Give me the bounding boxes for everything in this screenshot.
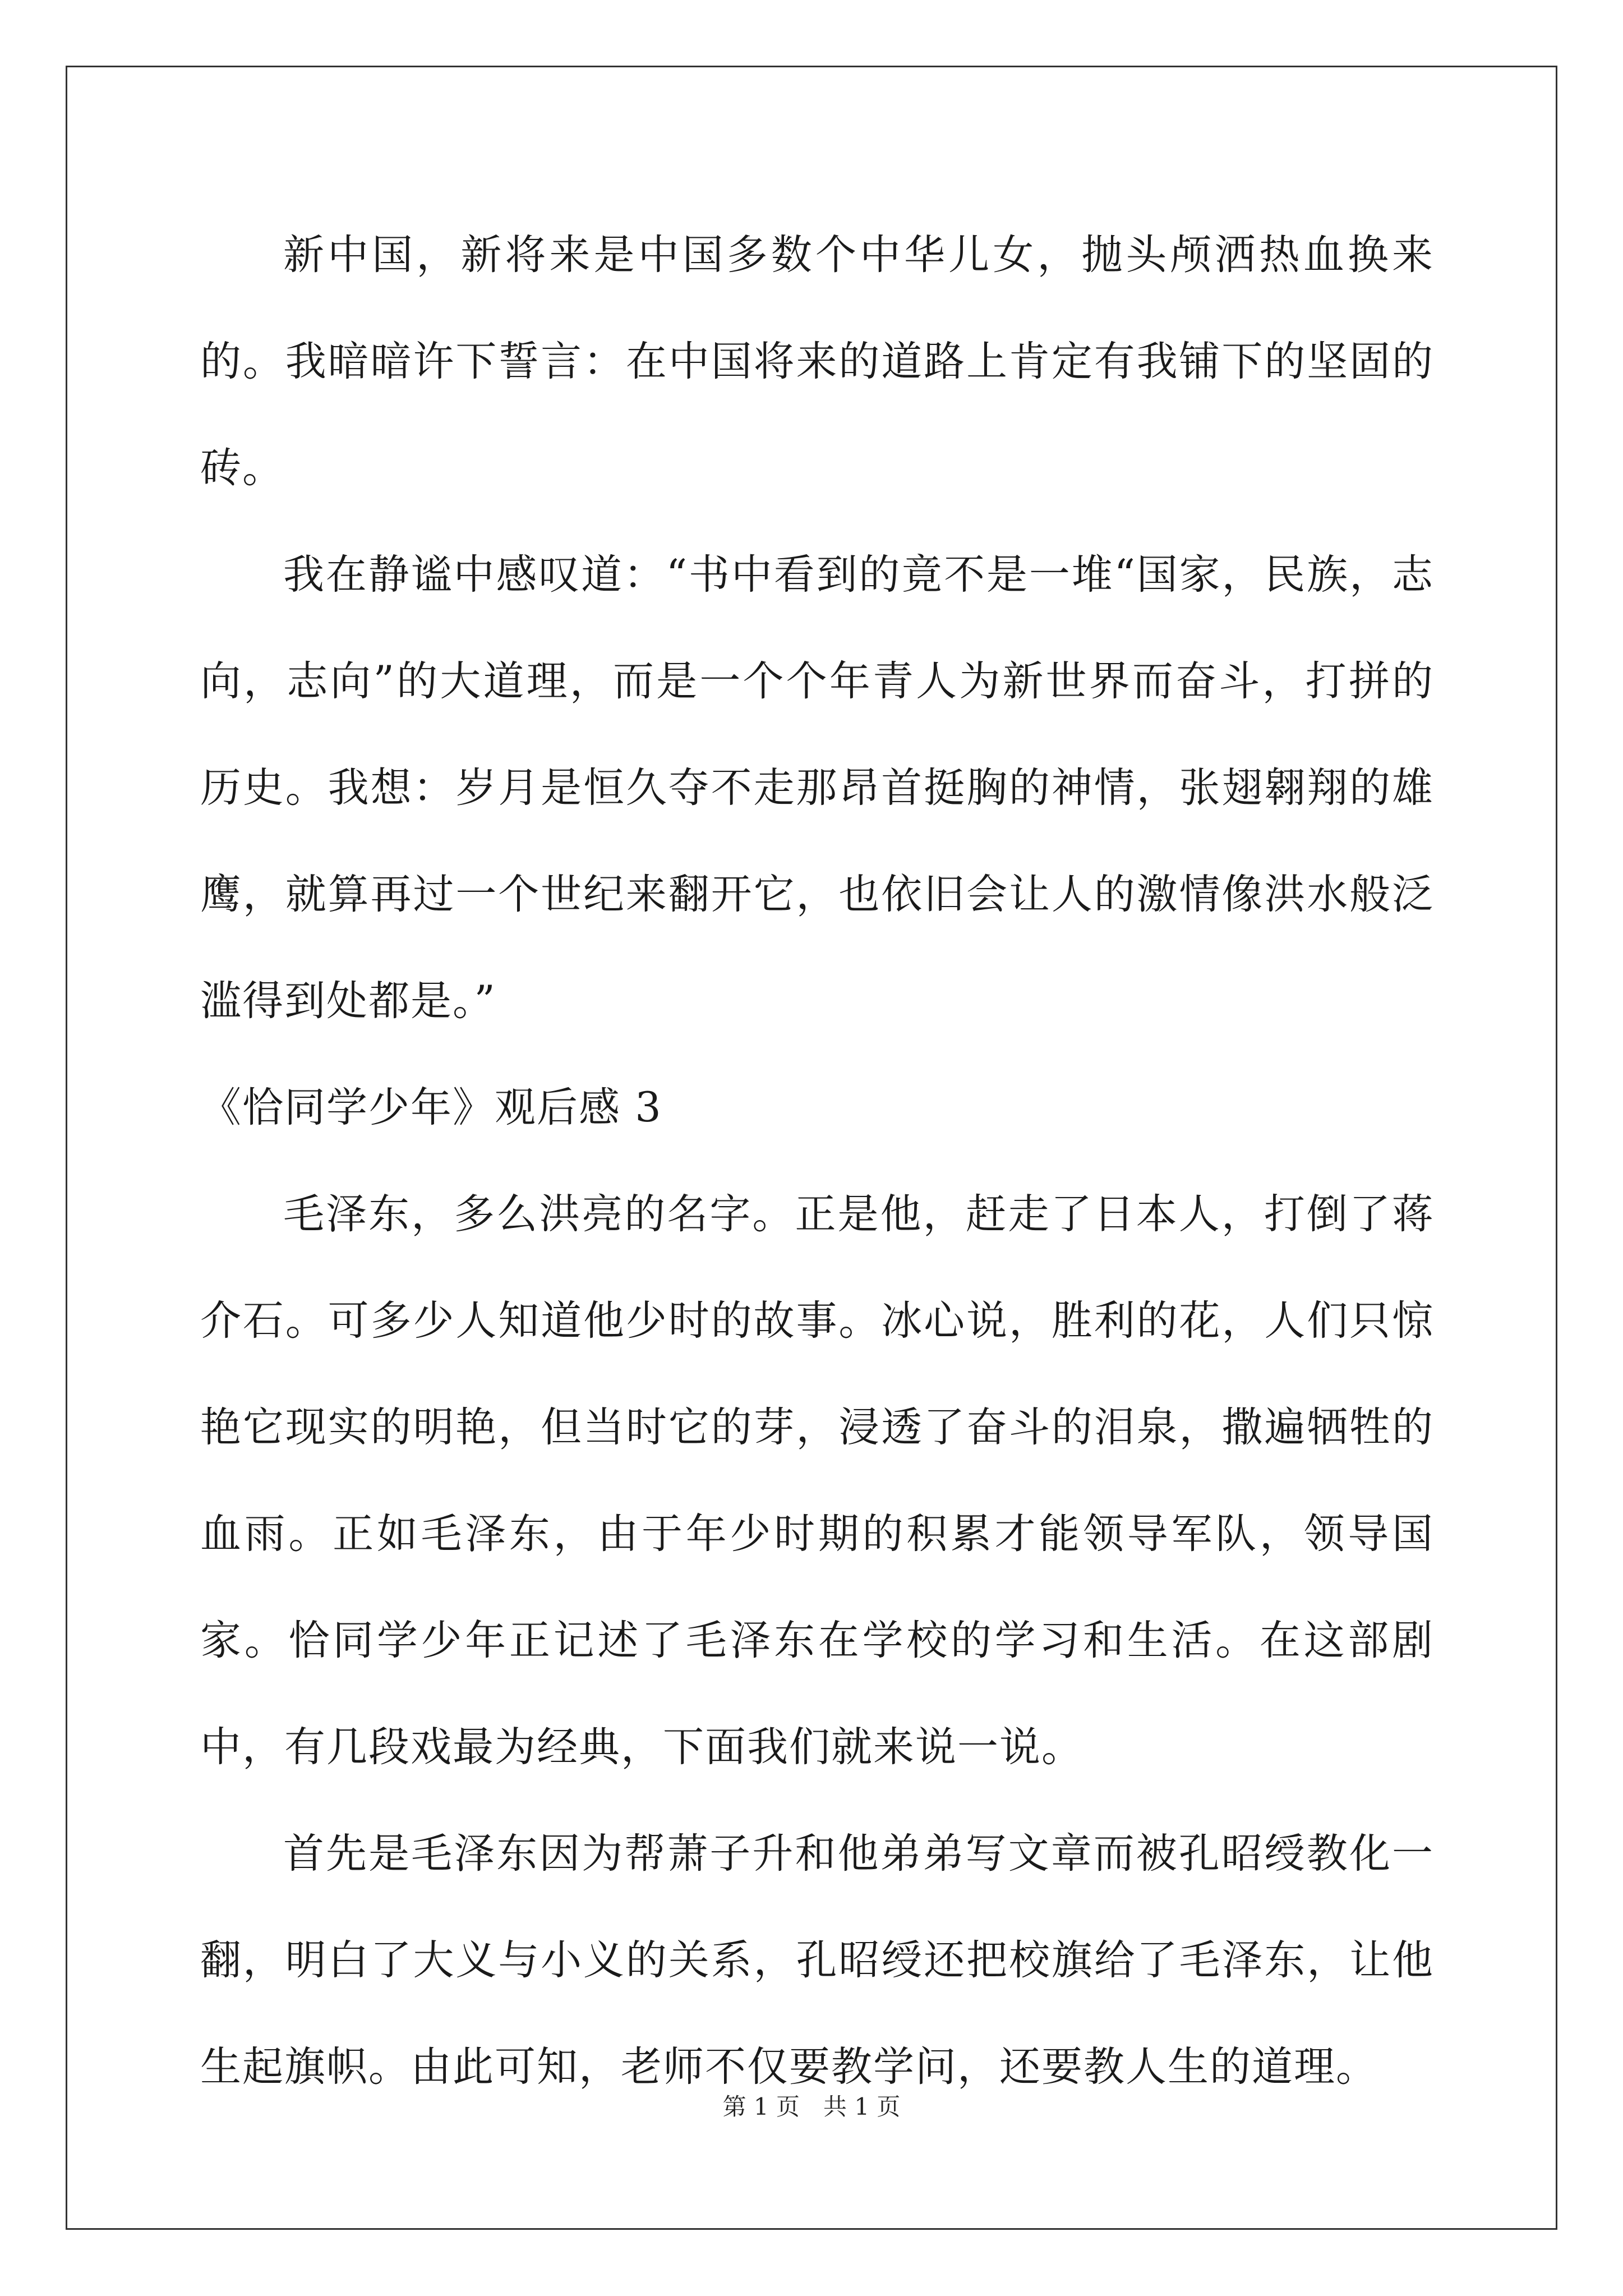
- page-footer: 第 1 页 共 1 页: [722, 2093, 901, 2120]
- section-heading: 《恰同学少年》观后感 3: [200, 1084, 662, 1131]
- paragraph-2: 我在静谧中感叹道：“书中看到的竟不是一堆“国家，民族，志向，志向”的大道理，而是一个个年青人为新世界而奋斗，打拼的历史。我想：岁月是恒久夺不走那昂首挺胸的神情，张翅翱翔的雄鹰，就算再过一个世纪来翻开它，也依旧会让人的激情像洪水般泛滥得到处都是。”: [200, 551, 1434, 1025]
- paragraph-4: 首先是毛泽东因为帮萧子升和他弟弟写文章而被孔昭绶教化一翻，明白了大义与小义的关系，孔昭绶还把校旗给了毛泽东，让他生起旗帜。由此可知，老师不仅要教学问，还要教人生的道理。: [200, 1830, 1434, 2091]
- paragraph-1: 新中国，新将来是中国多数个中华儿女，抛头颅洒热血换来的。我暗暗许下誓言：在中国将来的道路上肯定有我铺下的坚固的砖。: [200, 231, 1434, 492]
- paragraph-3: 毛泽东，多么洪亮的名字。正是他，赶走了日本人，打倒了蒋介石。可多少人知道他少时的故事。冰心说，胜利的花，人们只惊艳它现实的明艳，但当时它的芽，浸透了奋斗的泪泉，撒遍牺牲的血雨。正如毛泽东，由于年少时期的积累才能领导军队，领导国家。恰同学少年正记述了毛泽东在学校的学习和生活。在这部剧中，有几段戏最为经典，下面我们就来说一说。: [200, 1190, 1434, 1771]
- document-body: [200, 202, 1434, 2120]
